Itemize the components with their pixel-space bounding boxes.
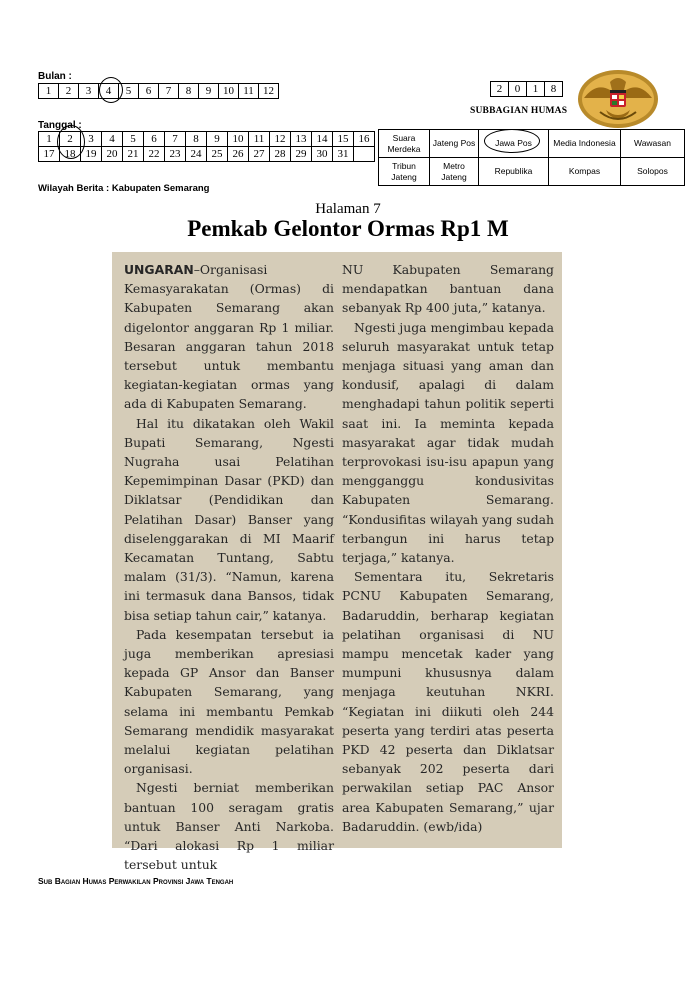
media-media-indonesia: Media Indonesia (549, 130, 621, 158)
tanggal-cell-14: 14 (312, 132, 333, 147)
article-paragraph: Hal itu dikatakan oleh Wakil Bupati Semarang, Ngesti Nugraha usai Pelatihan Kepemimpinan Dasar (PKD) dan Diklatsar (Pendidikan dan Pelatihan Dasar) Banser yang diselenggarakan di MI Maarif Kecamatan Tuntang, Sabtu malam (31/3). “Namun, karena ini termasuk dana Bansos, tidak bisa setiap tahun cair,” katanya. (124, 415, 334, 623)
media-kompas: Kompas (549, 158, 621, 186)
tanggal-cell-19: 19 (81, 147, 102, 162)
article-column-right (342, 260, 554, 836)
article-paragraph: NU Kabupaten Semarang mendapatkan bantuan dana sebanyak Rp 400 juta,” katanya. (342, 262, 554, 316)
media-jawa-pos: Jawa Pos (479, 130, 549, 158)
tanggal-cell-11: 11 (249, 132, 270, 147)
bulan-cell-3: 3 (79, 84, 99, 99)
article-lead-text: –Organisasi Kemasyarakatan (Ormas) di Kabupaten Semarang akan digelontor anggaran Rp 1 miliar. Besaran anggaran tahun 2018 tersebut untuk membantu kegiatan-kegiatan ormas yang ada di Kabupaten Semarang. (124, 262, 334, 412)
bulan-cell-9: 9 (199, 84, 219, 99)
tanggal-cell-23: 23 (165, 147, 186, 162)
bulan-cell-6: 6 (139, 84, 159, 99)
bulan-grid (38, 83, 279, 99)
garuda-emblem-icon (576, 68, 660, 130)
article-paragraph: Pada kesempatan tersebut ia juga memberikan apresiasi kepada GP Ansor dan Banser Kabupaten Semarang, yang selama ini membantu Pemkab Semarang mendidik masyarakat melalui kegiatan pelatihan organisasi. (124, 626, 334, 777)
tanggal-cell-30: 30 (312, 147, 333, 162)
media-suara-merdeka: Suara Merdeka (379, 130, 430, 158)
news-clipping (112, 252, 562, 873)
bulan-cell-1: 1 (39, 84, 59, 99)
tanggal-cell-8: 8 (186, 132, 207, 147)
media-tribun-jateng: Tribun Jateng (379, 158, 430, 186)
tanggal-label: Tanggal : (38, 120, 82, 131)
tanggal-cell-31: 31 (333, 147, 354, 162)
tanggal-cell-25: 25 (207, 147, 228, 162)
page-number: Halaman 7 (315, 201, 381, 217)
tanggal-cell-18: 18 (60, 147, 81, 162)
tanggal-cell-27: 27 (249, 147, 270, 162)
media-wawasan: Wawasan (621, 130, 685, 158)
wilayah-berita: Wilayah Berita : Kabupaten Semarang (38, 183, 210, 194)
tanggal-cell-24: 24 (186, 147, 207, 162)
tanggal-cell-9: 9 (207, 132, 228, 147)
bulan-label: Bulan : (38, 71, 72, 82)
headline: Pemkab Gelontor Ormas Rp1 M (187, 216, 509, 241)
tanggal-cell-empty (354, 147, 375, 162)
media-jateng-pos: Jateng Pos (430, 130, 479, 158)
tanggal-cell-16: 16 (354, 132, 375, 147)
bulan-cell-2: 2 (59, 84, 79, 99)
year-cell-8: 8 (545, 82, 563, 97)
year-cell-2: 2 (491, 82, 509, 97)
tanggal-cell-15: 15 (333, 132, 354, 147)
bulan-cell-4: 4 (99, 84, 119, 99)
year-cell-0: 0 (509, 82, 527, 97)
media-solopos: Solopos (621, 158, 685, 186)
article-paragraph: Sementara itu, Sekretaris PCNU Kabupaten Semarang, Badaruddin, berharap kegiatan pelatihan organisasi di NU mampu mencetak kader yang mumpuni khususnya dalam menjaga keutuhan NKRI. “Kegiatan ini diikuti oleh 244 peserta yang terdiri atas peserta PKD 42 peserta dan Diklatsar sebanyak 202 peserta dari perwakilan setiap PAC Ansor area Kabupaten Semarang,” ujar Badaruddin. (ewb/ida) (342, 569, 554, 834)
tanggal-cell-29: 29 (291, 147, 312, 162)
media-metro-jateng: Metro Jateng (430, 158, 479, 186)
tanggal-cell-3: 3 (81, 132, 102, 147)
tanggal-cell-2: 2 (60, 132, 81, 147)
tanggal-cell-17: 17 (39, 147, 60, 162)
bulan-cell-10: 10 (219, 84, 239, 99)
bulan-cell-12: 12 (259, 84, 279, 99)
tanggal-cell-22: 22 (144, 147, 165, 162)
bulan-cell-7: 7 (159, 84, 179, 99)
subbagian-title: SUBBAGIAN HUMAS (470, 106, 568, 116)
tanggal-cell-10: 10 (228, 132, 249, 147)
tanggal-cell-7: 7 (165, 132, 186, 147)
tanggal-grid (38, 131, 375, 162)
tanggal-cell-5: 5 (123, 132, 144, 147)
tanggal-cell-12: 12 (270, 132, 291, 147)
footer-text: Sub Bagian Humas Perwakilan Provinsi Jawa Tengah (38, 876, 234, 886)
article-paragraph: Ngesti berniat memberikan bantuan 100 seragam gratis untuk Banser Anti Narkoba. “Dari alokasi Rp 1 miliar tersebut untuk (124, 780, 334, 873)
tanggal-cell-1: 1 (39, 132, 60, 147)
year-grid (490, 81, 563, 97)
tanggal-cell-6: 6 (144, 132, 165, 147)
bulan-cell-8: 8 (179, 84, 199, 99)
bulan-cell-5: 5 (119, 84, 139, 99)
bulan-cell-11: 11 (239, 84, 259, 99)
article-dateline: UNGARAN (124, 262, 194, 277)
article-paragraph: Ngesti juga mengimbau kepada seluruh masyarakat untuk tetap menjaga situasi yang aman dan kondusif, apalagi di dalam menghadapi tahun politik seperti saat ini. Ia meminta kepada masyarakat agar tidak mudah terprovokasi isu-isu apapun yang mengganggu kondusivitas Kabupaten Semarang. “Kondusifitas wilayah yang sudah terbangun ini harus tetap terjaga,” katanya. (342, 319, 554, 566)
tanggal-cell-4: 4 (102, 132, 123, 147)
tanggal-cell-21: 21 (123, 147, 144, 162)
article-column-left (124, 260, 334, 875)
media-republika: Republika (479, 158, 549, 186)
tanggal-cell-20: 20 (102, 147, 123, 162)
tanggal-cell-28: 28 (270, 147, 291, 162)
article-paragraph (124, 260, 334, 414)
tanggal-cell-26: 26 (228, 147, 249, 162)
year-cell-1: 1 (527, 82, 545, 97)
tanggal-cell-13: 13 (291, 132, 312, 147)
media-grid (378, 129, 685, 186)
